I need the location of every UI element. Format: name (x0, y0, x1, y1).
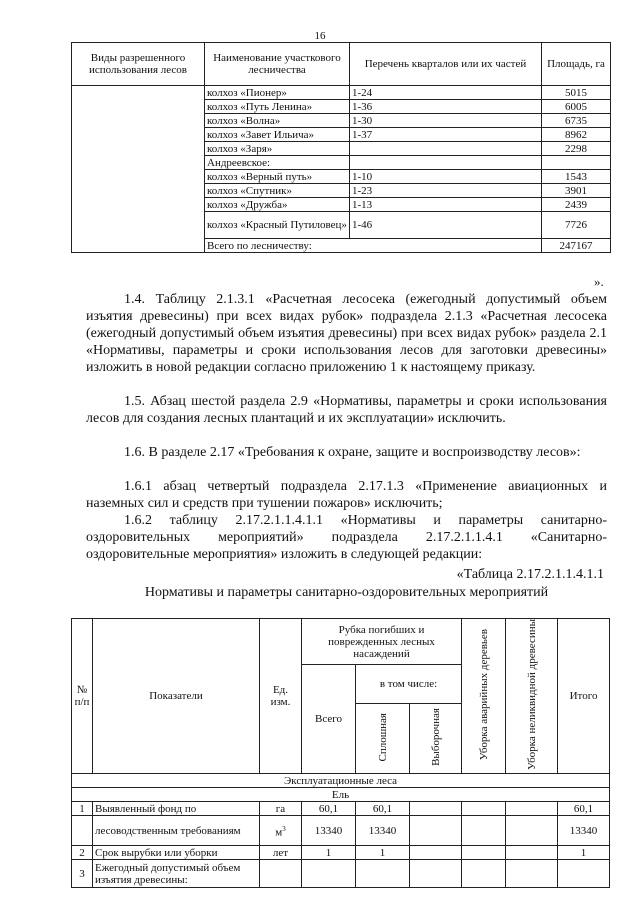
row-sum: 1 (558, 846, 610, 860)
quarters-cell: 1-24 (350, 86, 542, 100)
header-forestry-name: Наименование участкового лесничества (205, 43, 350, 86)
page-number: 16 (314, 30, 326, 42)
row-sum: 13340 (558, 816, 610, 846)
header-area: Площадь, га (542, 43, 611, 86)
header-selective (410, 704, 462, 774)
row-selective (410, 802, 462, 816)
forestry-name: колхоз «Красный Путиловец» (205, 212, 350, 239)
header-clear (356, 704, 410, 774)
row-emergency (462, 846, 506, 860)
row-selective (410, 860, 462, 888)
forestry-name: Андреевское: (205, 156, 350, 170)
row-num: 1 (72, 802, 93, 816)
table-title: Нормативы и параметры санитарно-оздоровительных мероприятий (144, 585, 549, 600)
area-cell: 5015 (542, 86, 611, 100)
header-illiquid (506, 619, 558, 774)
quarters-cell (350, 142, 542, 156)
species-title: Ель (72, 788, 610, 802)
row-indicator: Срок вырубки или уборки (93, 846, 260, 860)
quarters-cell (350, 156, 542, 170)
row-num: 2 (72, 846, 93, 860)
paragraph-1-4: 1.4. Таблицу 2.1.3.1 «Расчетная лесосека (ежегодный допустимый объем изъятия древесины) при всех видах рубок» подраздела 2.1.3 «Расчетная лесосека (ежегодный допустимый объем изъятия древесины) при всех видах рубок» раздела 2.1 «Нормативы, параметры и сроки использования лесов для заготовки древесины» изложить в новой редакции согласно приложению 1 к настоящему приказу. (86, 292, 607, 375)
forestry-name: колхоз «Завет Ильича» (205, 128, 350, 142)
forestry-areas-table (71, 42, 611, 253)
row-unit (260, 860, 302, 888)
header-felling: Рубка погибших и поврежденных лесных насаждений (302, 619, 462, 665)
row-unit: га (260, 802, 302, 816)
forestry-name: колхоз «Волна» (205, 114, 350, 128)
quote-close: ». (594, 274, 604, 289)
forestry-name: колхоз «Спутник» (205, 184, 350, 198)
sanitary-measures-table (71, 618, 610, 888)
quarters-cell: 1-46 (350, 212, 542, 239)
row-unit (260, 816, 302, 846)
quarters-cell: 1-10 (350, 170, 542, 184)
row-total (302, 860, 356, 888)
forestry-name: колхоз «Путь Ленина» (205, 100, 350, 114)
header-unit: Ед. изм. (260, 619, 302, 774)
row-total: 1 (302, 846, 356, 860)
header-emergency-text: Уборка аварийных деревьев (477, 628, 490, 761)
total-label: Всего по лесничеству: (205, 239, 542, 253)
row-clear: 13340 (356, 816, 410, 846)
row-num: 3 (72, 860, 93, 888)
forestry-name: колхоз «Пионер» (205, 86, 350, 100)
header-clear-text: Сплошная (376, 712, 389, 762)
row-indicator: лесоводственным требованиям (93, 816, 260, 846)
header-selective-text: Выборочная (429, 708, 442, 766)
header-including: в том числе: (356, 665, 462, 704)
forestry-name: колхоз «Дружба» (205, 198, 350, 212)
row-clear: 60,1 (356, 802, 410, 816)
table-row (72, 816, 610, 846)
area-cell: 2298 (542, 142, 611, 156)
table-row (72, 860, 610, 888)
table-row (72, 846, 610, 860)
row-emergency (462, 802, 506, 816)
area-cell: 3901 (542, 184, 611, 198)
area-cell: 6735 (542, 114, 611, 128)
header-num: № п/п (72, 619, 93, 774)
row-indicator: Ежегодный допустимый объем изъятия древесины: (93, 860, 260, 888)
paragraph-1-6-1: 1.6.1 абзац четвертый подраздела 2.17.1.3 «Применение авиационных и наземных сил и средств при тушении пожаров» исключить; (86, 479, 607, 511)
row-illiquid (506, 802, 558, 816)
area-cell: 7726 (542, 212, 611, 239)
row-sum: 60,1 (558, 802, 610, 816)
row-unit: лет (260, 846, 302, 860)
header-forest-use: Виды разрешенного использования лесов (72, 43, 205, 86)
paragraph-1-6: 1.6. В разделе 2.17 «Требования к охране, защите и воспроизводству лесов»: (124, 445, 581, 460)
section-title: Эксплуатационные леса (72, 774, 610, 788)
header-emergency (462, 619, 506, 774)
area-cell: 2439 (542, 198, 611, 212)
paragraph-1-5: 1.5. Абзац шестой раздела 2.9 «Нормативы, параметры и сроки использования лесов для создания лесных плантаций и их эксплуатации» исключить. (86, 394, 607, 426)
row-emergency (462, 860, 506, 888)
forest-use-cell (72, 86, 205, 253)
row-clear: 1 (356, 846, 410, 860)
header-quarters: Перечень кварталов или их частей (350, 43, 542, 86)
row-illiquid (506, 846, 558, 860)
row-indicator: Выявленный фонд по (93, 802, 260, 816)
row-sum (558, 860, 610, 888)
table-row (72, 802, 610, 816)
forestry-name: колхоз «Верный путь» (205, 170, 350, 184)
row-unit-text: м (275, 826, 283, 839)
quarters-cell: 1-13 (350, 198, 542, 212)
row-emergency (462, 816, 506, 846)
row-num (72, 816, 93, 846)
paragraph-1-6-2: 1.6.2 таблицу 2.17.2.1.1.4.1.1 «Нормативы и параметры санитарно-оздоровительных мероприятий» подраздела 2.17.2.1.1.4.1 «Санитарно-оздоровительные мероприятия» изложить в следующей редакции: (86, 513, 607, 562)
header-sum: Итого (558, 619, 610, 774)
header-indicators: Показатели (93, 619, 260, 774)
header-total: Всего (302, 665, 356, 774)
table-row (72, 86, 611, 100)
row-total: 60,1 (302, 802, 356, 816)
row-selective (410, 846, 462, 860)
row-total: 13340 (302, 816, 356, 846)
row-clear (356, 860, 410, 888)
area-cell: 1543 (542, 170, 611, 184)
area-cell (542, 156, 611, 170)
total-value: 247167 (542, 239, 611, 253)
row-selective (410, 816, 462, 846)
quarters-cell: 1-37 (350, 128, 542, 142)
area-cell: 6005 (542, 100, 611, 114)
quarters-cell: 1-23 (350, 184, 542, 198)
quarters-cell: 1-30 (350, 114, 542, 128)
row-illiquid (506, 860, 558, 888)
header-illiquid-text: Уборка неликвидной древесины (525, 619, 538, 771)
table-reference: «Таблица 2.17.2.1.1.4.1.1 (456, 567, 604, 582)
row-unit-sup: 3 (282, 824, 286, 833)
area-cell: 8962 (542, 128, 611, 142)
quarters-cell: 1-36 (350, 100, 542, 114)
row-illiquid (506, 816, 558, 846)
forestry-name: колхоз «Заря» (205, 142, 350, 156)
